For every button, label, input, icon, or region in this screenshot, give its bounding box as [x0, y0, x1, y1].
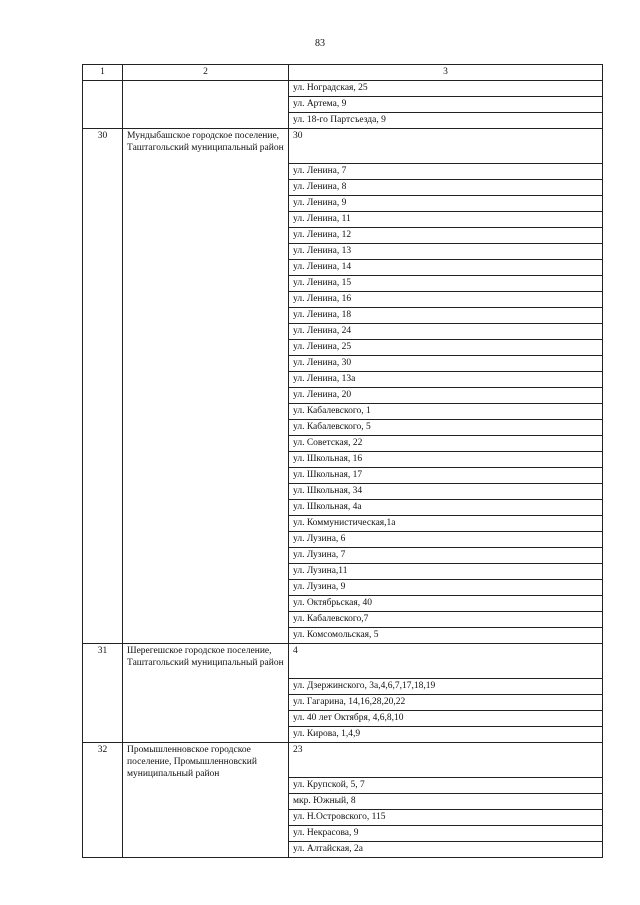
- address-cell: ул. Ленина, 13: [289, 244, 603, 260]
- address-cell: ул. Школьная, 16: [289, 452, 603, 468]
- address-cell: ул. Артема, 9: [289, 97, 603, 113]
- settlement-name-cell: Шерегешское городское поселение, Таштагольский муниципальный район: [123, 644, 289, 743]
- table-row: [83, 644, 603, 679]
- settlement-code-cell: 23: [289, 743, 603, 778]
- address-cell: ул. Ленина, 24: [289, 324, 603, 340]
- address-cell: ул. Ленина, 8: [289, 180, 603, 196]
- settlement-code-cell: 4: [289, 644, 603, 679]
- address-cell: ул. Алтайская, 2а: [289, 842, 603, 858]
- address-cell: ул. Лузина,11: [289, 564, 603, 580]
- address-cell: ул. Ленина, 18: [289, 308, 603, 324]
- settlement-name-cell: Промышленновское городское поселение, Промышленновский муниципальный район: [123, 743, 289, 858]
- table-row: [83, 81, 603, 97]
- address-cell: ул. Лузина, 7: [289, 548, 603, 564]
- address-cell: ул. Ленина, 15: [289, 276, 603, 292]
- address-cell: ул. Ленина, 12: [289, 228, 603, 244]
- address-cell: ул. Кабалевского, 5: [289, 420, 603, 436]
- row-number-cell: 30: [83, 129, 123, 644]
- address-cell: ул. Ленина, 20: [289, 388, 603, 404]
- header-col-2: 2: [123, 65, 289, 81]
- header-col-1: 1: [83, 65, 123, 81]
- address-cell: ул. Ленина, 25: [289, 340, 603, 356]
- row-number-cell: 32: [83, 743, 123, 858]
- address-cell: ул. Школьная, 4а: [289, 500, 603, 516]
- address-cell: ул. Школьная, 34: [289, 484, 603, 500]
- address-cell: ул. Дзержинского, 3а,4,6,7,17,18,19: [289, 679, 603, 695]
- address-cell: ул. Ленина, 11: [289, 212, 603, 228]
- address-cell: ул. Советская, 22: [289, 436, 603, 452]
- address-cell: ул. Октябрьская, 40: [289, 596, 603, 612]
- page-number: 83: [315, 38, 325, 49]
- address-cell: мкр. Южный, 8: [289, 794, 603, 810]
- address-cell: ул. Кабалевского,7: [289, 612, 603, 628]
- address-cell: ул. 40 лет Октября, 4,6,8,10: [289, 711, 603, 727]
- address-cell: ул. Ленина, 9: [289, 196, 603, 212]
- address-cell: ул. 18-го Партсъезда, 9: [289, 113, 603, 129]
- address-cell: ул. Коммунистическая,1а: [289, 516, 603, 532]
- address-cell: ул. Ленина, 14: [289, 260, 603, 276]
- table-row: [83, 129, 603, 164]
- address-cell: ул. Лузина, 6: [289, 532, 603, 548]
- settlement-code-cell: 30: [289, 129, 603, 164]
- address-cell: ул. Лузина, 9: [289, 580, 603, 596]
- address-cell: ул. Крупской, 5, 7: [289, 778, 603, 794]
- table-header-row: [83, 65, 603, 81]
- address-cell: ул. Гагарина, 14,16,28,20,22: [289, 695, 603, 711]
- address-cell: ул. Кабалевского, 1: [289, 404, 603, 420]
- header-col-3: 3: [289, 65, 603, 81]
- address-cell: ул. Н.Островского, 115: [289, 810, 603, 826]
- address-table: [82, 64, 603, 858]
- address-cell: ул. Ленина, 7: [289, 164, 603, 180]
- address-cell: ул. Некрасова, 9: [289, 826, 603, 842]
- address-cell: ул. Комсомольская, 5: [289, 628, 603, 644]
- row-number-cell: 31: [83, 644, 123, 743]
- settlement-name-cell: [123, 81, 289, 129]
- table-row: [83, 743, 603, 778]
- address-cell: ул. Школьная, 17: [289, 468, 603, 484]
- address-cell: ул. Ленина, 30: [289, 356, 603, 372]
- address-cell: ул. Ноградская, 25: [289, 81, 603, 97]
- address-cell: ул. Ленина, 13а: [289, 372, 603, 388]
- row-number-cell: [83, 81, 123, 129]
- settlement-name-cell: Мундыбашское городское поселение, Таштагольский муниципальный район: [123, 129, 289, 644]
- address-cell: ул. Кирова, 1,4,9: [289, 727, 603, 743]
- address-cell: ул. Ленина, 16: [289, 292, 603, 308]
